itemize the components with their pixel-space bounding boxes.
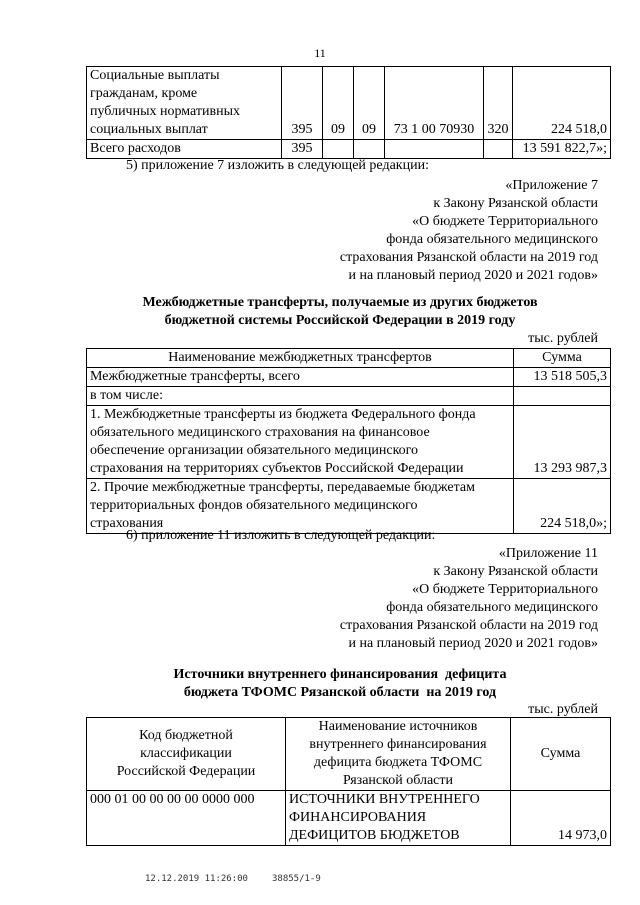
column-header-code: Код бюджетной классификации Российской Федерации	[87, 718, 286, 791]
financing-table	[86, 717, 611, 846]
footer-doc-id: 38855/1-9	[272, 874, 321, 884]
column-header-name: Наименование межбюджетных трансфертов	[87, 349, 514, 368]
column-header-name: Наименование источников внутреннего финансирования дефицита бюджета ТФОМС Рязанской области	[286, 718, 511, 791]
financing-heading: Источники внутреннего финансирования дефицита бюджета ТФОМС Рязанской области на 2019 год	[173, 667, 507, 700]
table-row	[87, 479, 611, 534]
table-cell-name: Всего расходов	[87, 140, 282, 159]
units-label: тыс. рублей	[528, 331, 598, 346]
appendix-7-caption: «Приложение 7 к Закону Рязанской области «О бюджете Территориального фонда обязательного медицинского страхования Рязанской области на 2019 год и на плановый период 2020 и 2021 годов»	[339, 178, 598, 283]
table-cell-target: 73 1 00 70930	[385, 67, 484, 140]
table-row	[87, 406, 611, 479]
table-cell-name: ИСТОЧНИКИ ВНУТРЕННЕГО ФИНАНСИРОВАНИЯ ДЕФИЦИТОВ БЮДЖЕТОВ	[286, 791, 511, 846]
table-cell-sum: 224 518,0»;	[514, 479, 611, 534]
table-row	[87, 140, 611, 159]
table-cell-section: 09	[323, 67, 354, 140]
table-row	[87, 67, 611, 140]
table-cell-subsection: 09	[354, 67, 385, 140]
table-cell-code: 395	[282, 67, 323, 140]
table-cell-type	[484, 140, 513, 159]
amendment-item-5: 5) приложение 7 изложить в следующей редакции:	[126, 158, 429, 173]
table-header-row	[87, 718, 611, 791]
table-cell-sum: 14 973,0	[511, 791, 611, 846]
table-cell-name: Межбюджетные трансферты, всего	[87, 368, 514, 387]
transfers-table	[86, 348, 611, 534]
table-row	[87, 368, 611, 387]
table-cell-section	[323, 140, 354, 159]
table-row	[87, 387, 611, 406]
table-cell-sum: 224 518,0	[513, 67, 611, 140]
table-cell-sum	[514, 387, 611, 406]
page-number: 11	[314, 46, 326, 60]
column-header-sum: Сумма	[511, 718, 611, 791]
table-header-row	[87, 349, 611, 368]
table-row	[87, 791, 611, 846]
table-cell-target	[385, 140, 484, 159]
transfers-heading: Межбюджетные трансферты, получаемые из других бюджетов бюджетной системы Российской Федерации в 2019 году	[142, 295, 538, 328]
table-cell-type: 320	[484, 67, 513, 140]
expenses-table	[86, 66, 611, 159]
units-label: тыс. рублей	[528, 702, 598, 717]
table-cell-name: Социальные выплаты гражданам, кроме публичных нормативных социальных выплат	[87, 67, 282, 140]
amendment-item-6: 6) приложение 11 изложить в следующей редакции:	[126, 528, 436, 543]
table-cell-code: 000 01 00 00 00 00 0000 000	[87, 791, 286, 846]
column-header-sum: Сумма	[514, 349, 611, 368]
table-cell-sum: 13 293 987,3	[514, 406, 611, 479]
table-cell-code: 395	[282, 140, 323, 159]
appendix-11-caption: «Приложение 11 к Закону Рязанской области «О бюджете Территориального фонда обязательного медицинского страхования Рязанской области на 2019 год и на плановый период 2020 и 2021 годов»	[339, 546, 598, 651]
table-cell-name: 1. Межбюджетные трансферты из бюджета Федерального фонда обязательного медицинского страхования на финансовое обеспечение организации обязательного медицинского страхования на территориях субъектов Российской Федерации	[87, 406, 514, 479]
table-cell-name: 2. Прочие межбюджетные трансферты, передаваемые бюджетам территориальных фондов обязательного медицинского страхования	[87, 479, 514, 534]
table-cell-name: в том числе:	[87, 387, 514, 406]
table-cell-subsection	[354, 140, 385, 159]
footer-datetime: 12.12.2019 11:26:00	[145, 874, 248, 884]
table-cell-sum: 13 518 505,3	[514, 368, 611, 387]
table-cell-sum: 13 591 822,7»;	[513, 140, 611, 159]
